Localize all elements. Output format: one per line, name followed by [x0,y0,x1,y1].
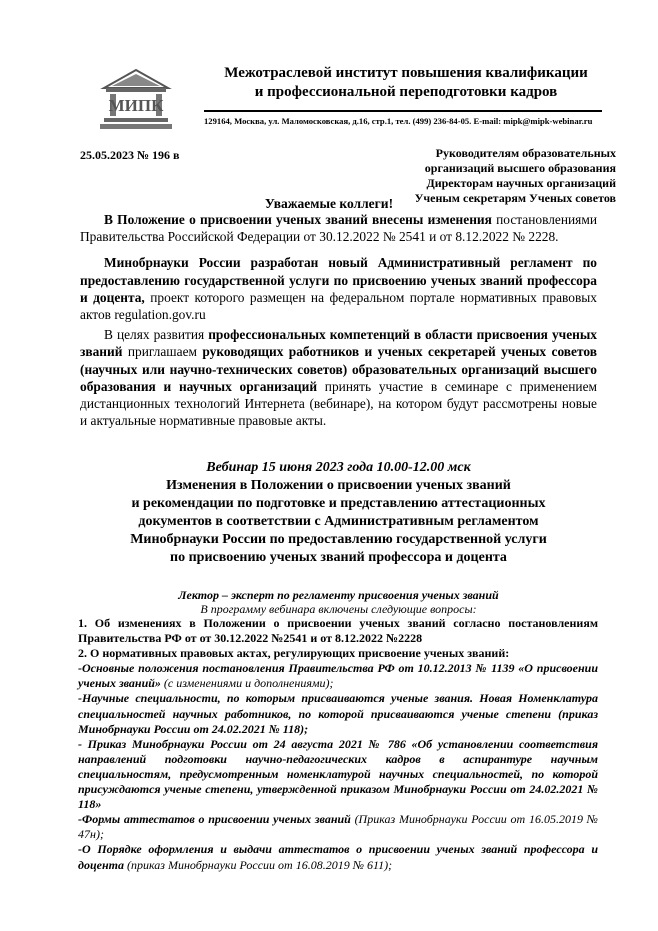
program-intro: В программу вебинара включены следующие вопросы: [200,602,477,616]
topic-line: Минобрнауки России по предоставлению государственной услуги [130,532,547,547]
program-item-2: 2. О нормативных правовых актах, регулирующих присвоение ученых званий: [78,646,510,661]
institute-name-line2: и профессиональной переподготовки кадров [254,84,558,100]
institute-name [196,64,616,102]
paragraph-regulation: Минобрнауки России разработан новый Административный регламент по предоставлению государственной услуги по присвоению ученых званий профессора и доцента, проект которого размещен на федеральном портале нормативных правовых актов regulation.gov.ru [80,255,597,323]
program-subitem: -О Порядке оформления и выдачи аттестатов о присвоении ученых званий профессора и доцента (приказ Минобрнауки России от 16.08.2019 № 611); [78,842,598,872]
recipient-line: Ученым секретарям Ученых советов [414,191,616,205]
institute-name-line1: Межотраслевой институт повышения квалификации [224,65,588,81]
program-subitem: -Формы аттестатов о присвоении ученых званий (Приказ Минобрнауки России от 16.05.2019 № 47н); [78,812,598,842]
program-subitem: -Основные положения постановления Правительства РФ от 10.12.2013 № 1139 «О присвоении ученых званий» (с изменениями и дополнениями); [78,661,598,691]
recipient-line: Директорам научных организаций [426,176,616,190]
paragraph-amendments: В Положение о присвоении ученых званий внесены изменения постановлениями Правительства Российской Федерации от 30.12.2022 № 2541 и от 8.12.2022 № 2228. [80,212,597,245]
letter-body [80,211,597,429]
header-divider [204,110,602,112]
paragraph-invitation: В целях развития профессиональных компетенций в области присвоения ученых званий приглашаем руководящих работников и ученых секретарей ученых советов (научных или научно-технических советов) образовательных организаций высшего образования и научных организаций принять участие в семинаре с применением дистанционных технологий Интернета (вебинаре), на котором будут рассмотрены новые и актуальные нормативные правовые акты. [80,327,597,429]
program-item-1: 1. Об изменениях в Положении о присвоении ученых званий согласно постановлениям Правительства РФ от от 30.12.2022 №2541 и от 8.12.2022 №2228 [78,616,598,646]
topic-line: Изменения в Положении о присвоении ученых званий [166,478,511,493]
topic-line: по присвоению ученых званий профессора и доцента [170,550,507,565]
document-number: 25.05.2023 № 196 в [80,148,180,162]
webinar-topic [80,477,597,567]
program-list [78,616,598,873]
topic-line: документов в соответствии с Административным регламентом [138,514,539,529]
logo-text: МИПК [108,96,164,115]
program-subitem: - Приказ Минобрнауки России от 24 августа 2021 № 786 «Об установлении соответствия направлений подготовки научно-педагогических кадров в аспирантуре научным специальностям, предусмотренным номенклатурой научных специальностей, по которой присуждаются ученые степени, утвержденной приказом Минобрнауки России от 24.02.2021 № 118» [78,736,598,812]
institute-logo [96,66,176,136]
recipient-line: Руководителям образовательных [435,146,616,160]
webinar-date-title: Вебинар 15 июня 2023 года 10.00-12.00 мск [206,460,471,475]
greeting: Уважаемые коллеги! [264,196,394,211]
topic-line: и рекомендации по подготовке и представлению аттестационных [131,496,546,511]
institute-address: 129164, Москва, ул. Маломосковская, д.16, стр.1, тел. (499) 236-84-05. E-mail: mipk@mipk-webinar.ru [204,116,593,126]
lecturer-line: Лектор – эксперт по регламенту присвоения ученых званий [178,588,499,602]
program-subitem: -Научные специальности, по которым присваиваются ученые звания. Новая Номенклатура специальностей научных работников, по которой присваиваются ученые степени (приказ Минобрнауки России от 24.02.2021 № 118); [78,691,598,736]
recipient-line: организаций высшего образования [424,161,616,175]
